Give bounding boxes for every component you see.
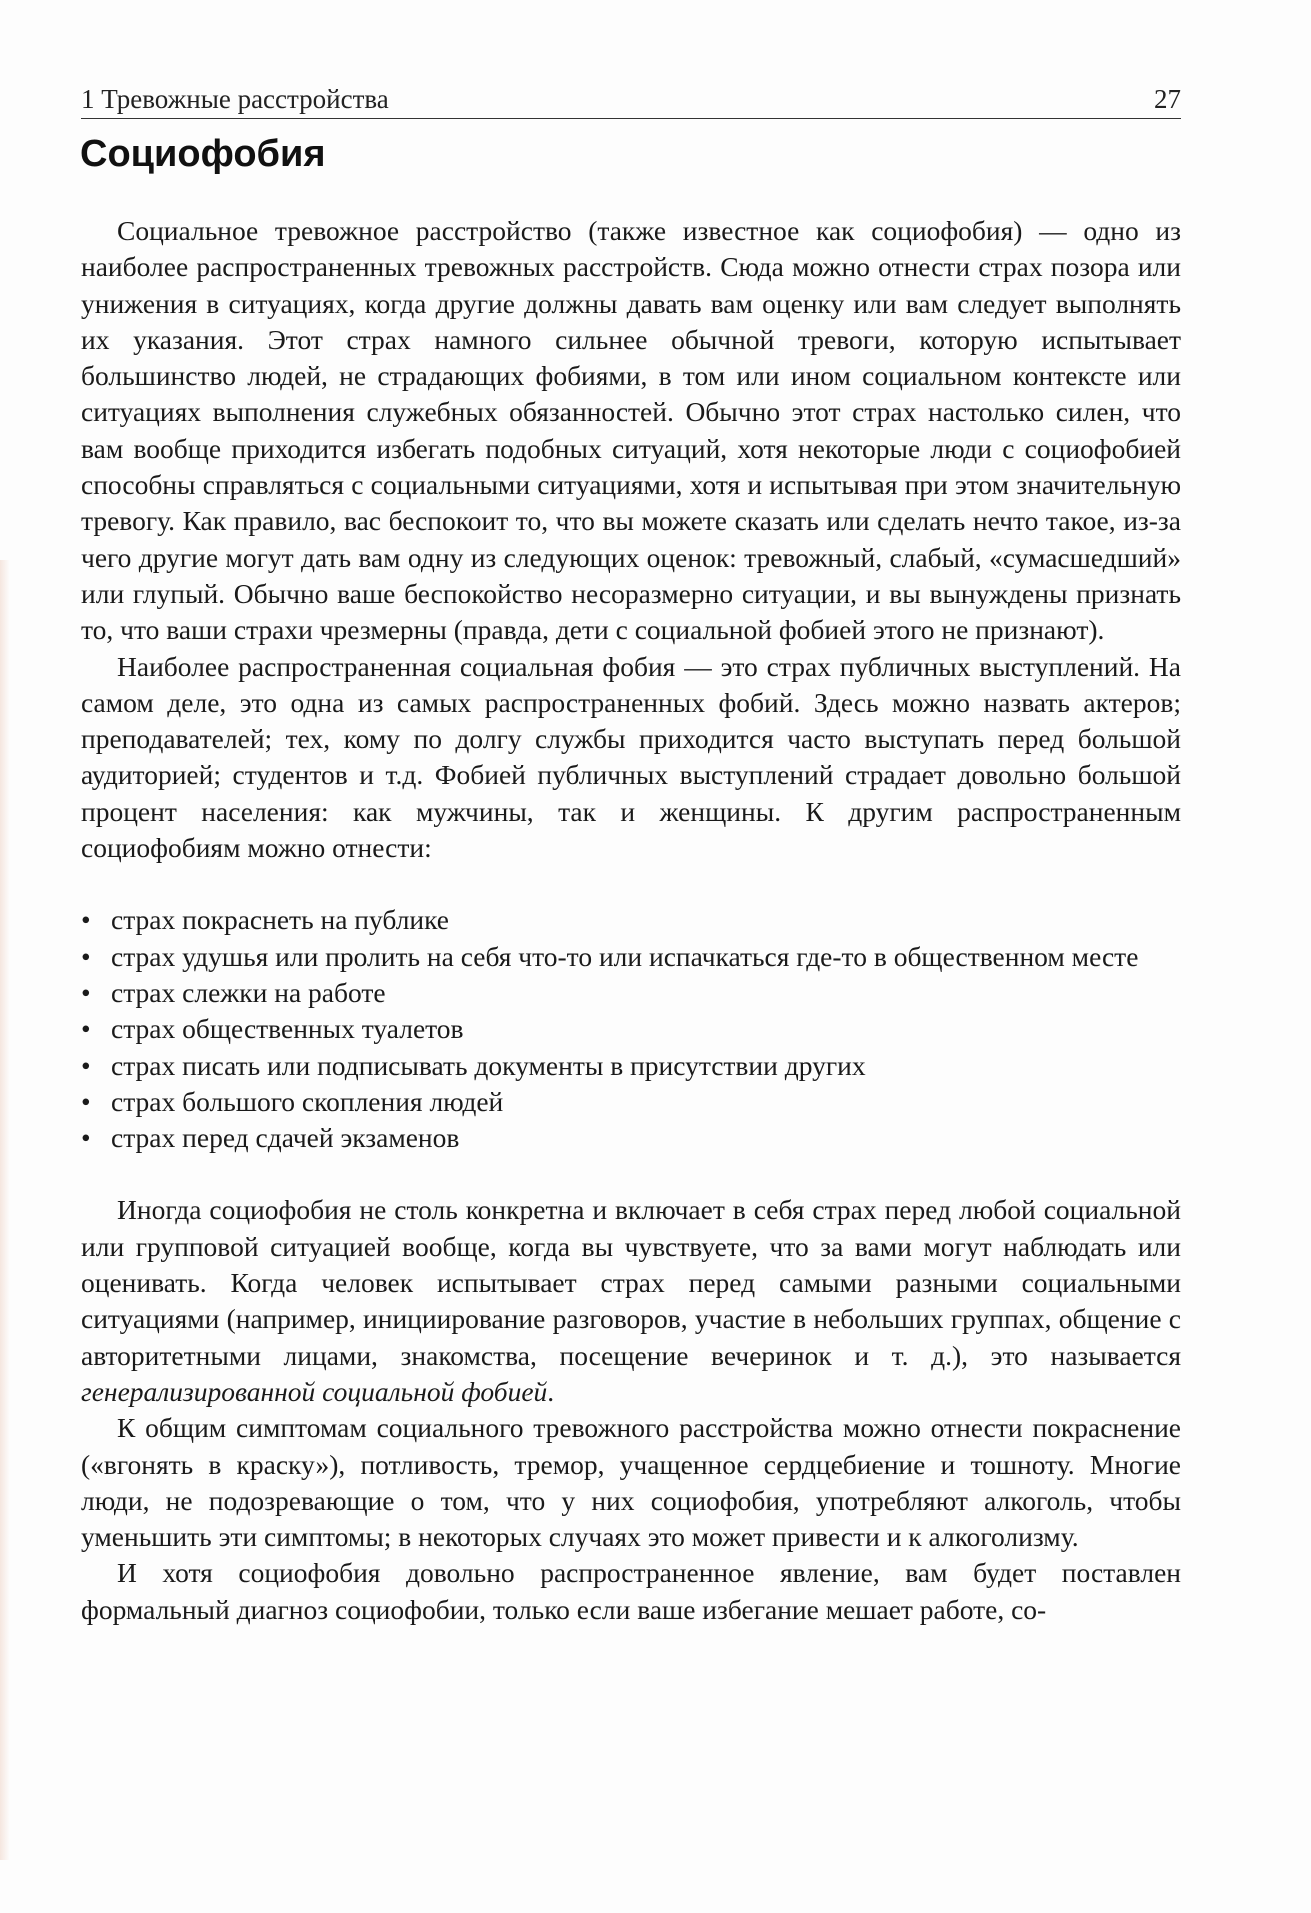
list-item: • страх перед сдачей экзаменов	[81, 1120, 1181, 1156]
list-item: • страх общественных туалетов	[81, 1011, 1181, 1047]
list-item: • страх покраснеть на публике	[81, 902, 1181, 938]
paragraph-generalized-text: Иногда социофобия не столь конкретна и включает в себя страх перед любой социальной или групповой ситуацией вообще, когда вы чувствуете, что за вами могут наблюдать или оценивать. Когда человек испытывает страх перед самыми разными социальными ситуациями (например, инициирование разговоров, участие в небольших группах, общение с авторитетными лицами, знакомства, посещение вечеринок и т. д.), это называется	[81, 1194, 1181, 1371]
list-item: • страх писать или подписывать документы в присутствии других	[81, 1048, 1181, 1084]
list-item: • страх слежки на работе	[81, 975, 1181, 1011]
body-text	[81, 213, 1181, 1628]
paragraph-public-speaking: Наиболее распространенная социальная фобия — это страх публичных выступлений. На самом деле, это одна из самых распространенных фобий. Здесь можно назвать актеров; преподавателей; тех, кому по долгу службы приходится часто выступать перед большой аудиторией; студентов и т.д. Фобией публичных выступлений страдает довольно большой процент населения: как мужчины, так и женщины. К другим распространенным социофобиям можно отнести:	[81, 650, 1181, 864]
page-number: 27	[1154, 84, 1181, 114]
paragraph-symptoms: К общим симптомам социального тревожного расстройства можно отнести покраснение («вгонять в краску»), потливость, тремор, учащенное сердцебиение и тошноту. Многие люди, не подозревающие о том, что у них социофобия, употребляют алкоголь, чтобы уменьшить эти симптомы; в некоторых случаях это может привести и к алкоголизму.	[81, 1412, 1181, 1553]
phobia-list	[81, 902, 1181, 1156]
paragraph-generalized	[81, 1192, 1181, 1410]
section-title: Социофобия	[80, 133, 326, 175]
paragraph-diagnosis: И хотя социофобия довольно распространенное явление, вам будет поставлен формальный диагноз социофобии, только если ваше избегание мешает работе, со-	[81, 1557, 1181, 1625]
paragraph-generalized-end: .	[547, 1375, 555, 1407]
paragraph-intro: Социальное тревожное расстройство (также известное как социофобия) — одно из наиболее распространенных тревожных расстройств. Сюда можно отнести страх позора или унижения в ситуациях, когда другие должны давать вам оценку или вам следует выполнять их указания. Этот страх намного сильнее обычной тревоги, которую испытывает большинство людей, не страдающих фобиями, в том или ином социальном контексте или ситуациях выполнения служебных обязанностей. Обычно этот страх настолько силен, что вам вообще приходится избегать подобных ситуаций, хотя некоторые люди с социофобией способны справляться с социальными ситуациями, хотя и испытывая при этом значительную тревогу. Как правило, вас беспокоит то, что вы можете сказать или сделать нечто такое, из-за чего другие могут дать вам одну из следующих оценок: тревожный, слабый, «сумасшедший» или глупый. Обычно ваше беспокойство несоразмерно ситуации, и вы вынуждены признать то, что ваши страхи чрезмерны (правда, дети с социальной фобией этого не признают).	[81, 215, 1181, 646]
emphasized-term: генерализированной социальной фобией	[81, 1375, 548, 1407]
chapter-title: 1 Тревожные расстройства	[81, 84, 389, 114]
list-item: • страх удушья или пролить на себя что-то или испачкаться где-то в общественном месте	[81, 939, 1181, 975]
running-header	[81, 82, 1181, 119]
list-item: • страх большого скопления людей	[81, 1084, 1181, 1120]
page-edge-shadow	[0, 560, 10, 1860]
